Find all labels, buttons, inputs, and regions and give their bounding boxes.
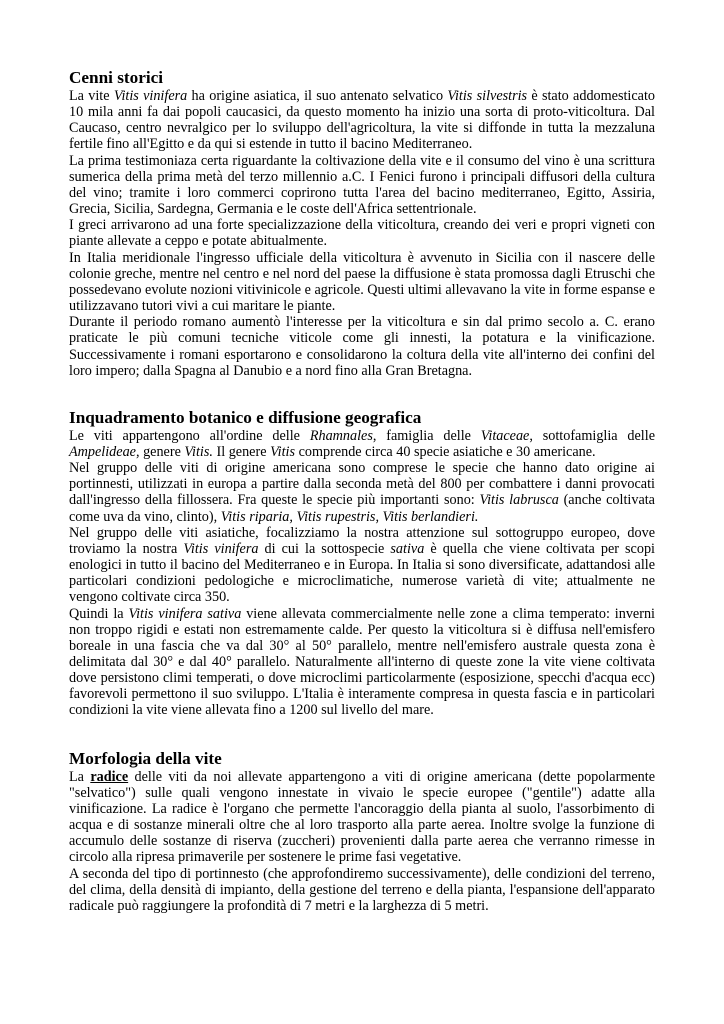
italic-term: Vitis riparia, Vitis rupestris, Vitis berlandieri. — [220, 508, 479, 525]
highlighted-term: radice — [90, 768, 129, 785]
section-cenni-storici — [69, 68, 655, 379]
section-title: Inquadramento botanico e diffusione geografica — [69, 407, 422, 427]
text-run: A seconda del tipo di portinnesto (che approfondiremo successivamente), delle condizioni del terreno, del clima, della densità di impianto, della gestione del terreno e della pianta, l'espansione dell'apparato radicale può raggiungere la profondità di 7 metri e la larghezza di 5 metri. — [69, 865, 655, 914]
text-run: La prima testimoniaza certa riguardante la coltivazione della vite e il consumo del vino è una scrittura sumerica della prima metà del terzo millennio a.C. I Fenici furono i principali diffusori della cultura del vino; tramite i loro commerci coprirono tutta l'area del bacino mediterraneo, Egitto, Assiria, Grecia, Sicilia, Sardegna, Germania e le coste dell'Africa settentrionale. — [69, 152, 655, 218]
paragraph — [69, 460, 655, 525]
text-run: , sottofamiglia delle — [529, 427, 655, 444]
text-run: (anche coltivata come uva da vino, clinto), — [69, 492, 655, 525]
text-run: delle viti da noi allevate appartengono a viti di origine americana (dette popolarmente "selvatico") sulle quali vengono innestate in vivaio le specie europee ("gentile") adatte alla vinificazione. La radice è l'organo che permette l'ancoraggio della pianta al suolo, l'assorbimento di acqua e di sostanze minerali oltre che al loro trasporto alla parte aerea. Inoltre svolge la funzione di accumulo delle sostanze di riserva (zuccheri) provenienti dalla parte aerea che verranno rimesse in circolo alla ripresa primaverile per sostenere le prime fasi vegetative. — [69, 768, 655, 866]
italic-term: Vitis. — [184, 443, 213, 460]
section-title: Morfologia della vite — [69, 748, 222, 768]
text-run: La vite — [69, 88, 114, 104]
paragraph — [69, 88, 655, 153]
text-run: In Italia meridionale l'ingresso ufficiale della viticoltura è avvenuto in Sicilia con il nascere delle colonie greche, mentre nel centro e nel nord del paese la diffusione è stata promossa dagli Etruschi che possedevano evolute nozioni vitivinicole e agricole. Questi ultimi allevavano la vite in forme espanse e utilizzavano tutori vivi a cui maritare le piante. — [69, 249, 655, 315]
italic-term: Vitis — [270, 443, 296, 460]
text-run: comprende circa 40 specie asiatiche e 30 americane. — [295, 443, 596, 460]
italic-term: sativa — [390, 540, 425, 557]
paragraph — [69, 866, 655, 914]
section-inquadramento-botanico — [69, 408, 655, 719]
paragraph — [69, 428, 655, 460]
text-run: di cui la sottospecie — [258, 540, 391, 557]
italic-term: Vitis labrusca — [479, 492, 559, 509]
text-run: Durante il periodo romano aumentò l'interesse per la viticoltura e sin dal primo secolo a. C. erano praticate le più comuni tecniche viticole come gli innesti, la potatura e la vinificazione. Successivamente i romani esportarono e consolidarono la coltura della vite all'interno dei confini del loro impero; dalla Spagna al Danubio e a nord fino alla Gran Bretagna. — [69, 314, 655, 379]
italic-term: Vitis vinifera sativa — [128, 605, 242, 622]
italic-term: Rhamnales — [309, 427, 373, 444]
text-run: La — [69, 768, 91, 785]
italic-term: Vitis vinifera — [183, 540, 259, 557]
paragraph — [69, 314, 655, 379]
text-run: è stato addomesticato 10 mila anni fa dai popoli caucasici, da questo momento ha inizio una sorta di proto-viticoltura. Dal Caucaso, centro nevralgico per lo sviluppo dell'agricoltura, la vite si diffonde in tutta la mezzaluna fertile fino all'Egitto e da qui si estende in tutto il bacino Mediterraneo. — [69, 88, 655, 153]
text-run: Nel gruppo delle viti di origine americana sono comprese le specie che hanno dato origine ai portinnesti, utilizzati in europa a partire dalla seconda metà del 800 per combattere i danni provocati dall'ingresso della fillossera. Fra queste le specie più importanti sono: — [69, 460, 655, 509]
text-run: I greci arrivarono ad una forte specializzazione della viticoltura, creando dei veri e propri vigneti con piante allevate a ceppo e potate abitualmente. — [69, 217, 655, 250]
section-morfologia — [69, 749, 655, 914]
text-run: ha origine asiatica, il suo antenato selvatico — [187, 88, 448, 104]
paragraph — [69, 769, 655, 866]
paragraph — [69, 606, 655, 719]
paragraph — [69, 217, 655, 249]
text-run: Nel gruppo delle viti asiatiche, focalizziamo la nostra attenzione sul sottogruppo europeo, dove troviamo la nostra — [69, 524, 655, 557]
text-run: è quella che viene coltivata per scopi enologici in tutto il bacino del Mediterraneo e in Europa. In Italia si sono diversificate, adattandosi alle particolari condizioni pedologiche e microclimatiche, numerose varietà di vite; attualmente ne vengono coltivate circa 350. — [69, 540, 655, 606]
text-run: , genere — [135, 443, 185, 460]
paragraph — [69, 153, 655, 218]
paragraph — [69, 525, 655, 606]
italic-term: Ampelideae — [69, 443, 136, 460]
text-run: Quindi la — [69, 605, 129, 622]
text-run: Il genere — [212, 443, 271, 460]
text-run: , famiglia delle — [372, 427, 481, 444]
text-run: Le viti appartengono all'ordine delle — [69, 427, 310, 444]
italic-term: Vitaceae — [480, 427, 530, 444]
section-title: Cenni storici — [69, 68, 164, 87]
text-run: viene allevata commercialmente nelle zone a clima temperato: inverni non troppo rigidi e estati non estremamente calde. Per questo la viticoltura si è diffusa nell'emisfero boreale in una fascia che va dal 30° al 50° parallelo, mentre nell'emisfero australe questa zona è delimitata dal 30° e dal 40° parallelo. Naturalmente all'interno di queste zone la vite viene coltivata dove persistono climi temperati, o dove microclimi particolarmente (esposizione, specchi d'acqua ecc) favorevoli permettono il suo sviluppo. L'Italia è interamente compresa in questa fascia e in particolari condizioni la vite viene allevata fino a 1200 sul livello del mare. — [69, 605, 655, 719]
document-body — [69, 68, 655, 914]
italic-term: Vitis silvestris — [447, 88, 528, 104]
italic-term: Vitis vinifera — [113, 88, 188, 104]
paragraph — [69, 250, 655, 315]
